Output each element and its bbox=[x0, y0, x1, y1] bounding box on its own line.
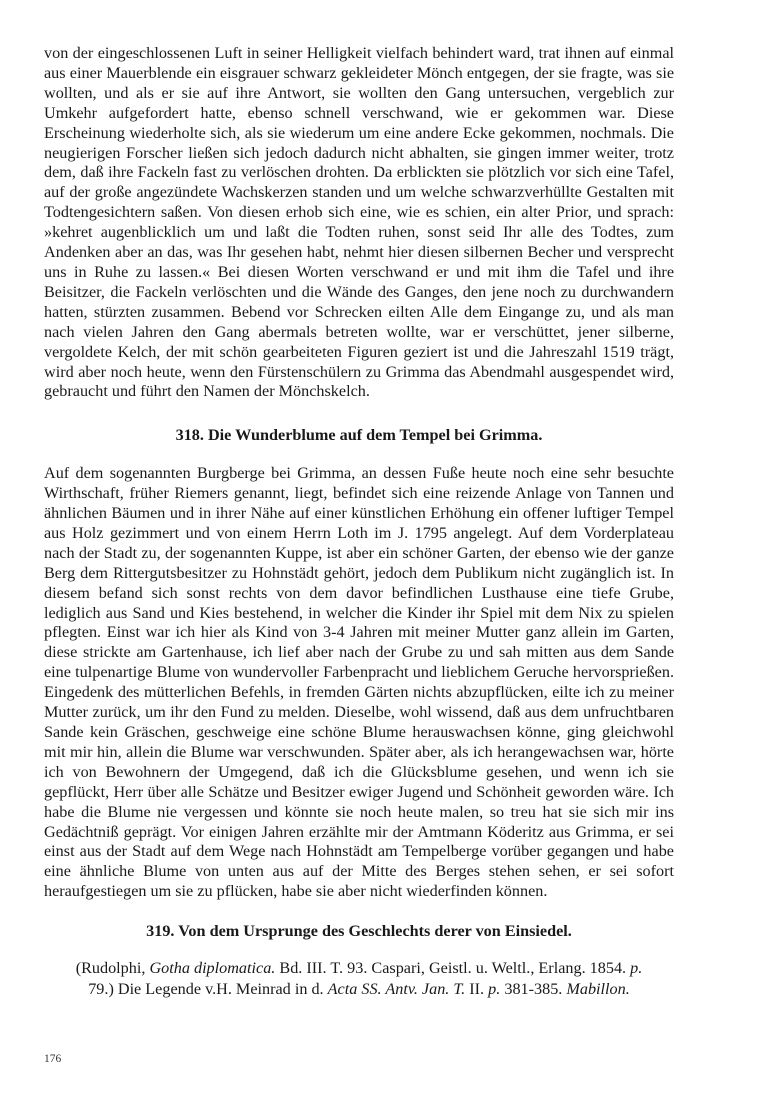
source-part: (Rudolphi, bbox=[75, 959, 150, 978]
source-italic: p. bbox=[488, 980, 501, 999]
section-319-source-note bbox=[44, 958, 674, 1000]
source-part: Bd. III. T. 93. Caspari, Geistl. u. Weltl., Erlang. 1854. bbox=[275, 959, 631, 978]
page-number: 176 bbox=[44, 1053, 62, 1065]
section-318-paragraph: Auf dem sogenannten Burgberge bei Grimma, an dessen Fuße heute noch eine sehr besuchte Wirthschaft, früher Riemers genannt, liegt, befindet sich eine reizende Anlage von Tannen und ähnlichen Bäumen und in ihrer Nähe auf einer künstlichen Erhöhung ein offener luftiger Tempel aus Holz gezimmert und von einem Herrn Loth im J. 1795 angelegt. Auf dem Vorderplateau nach der Stadt zu, der sogenannten Kuppe, ist aber ein schöner Garten, der ebenso wie der ganze Berg dem Rittergutsbesitzer zu Hohnstädt gehört, jedoch dem Publikum nicht zugänglich ist. In diesem befand sich sonst rechts von dem davor befindlichen Lusthause eine tiefe Grube, lediglich aus Sand und Kies bestehend, in welcher die Kinder ihr Spiel mit dem Nix zu spielen pflegten. Einst war ich hier als Kind von 3-4 Jahren mit meiner Mutter ganz allein im Garten, diese strickte am Gartenhause, ich lief aber nach der Grube zu und sah mitten aus dem Sande eine tulpenartige Blume von wundervoller Farbenpracht und lieblichem Geruche hervorsprießen. Eingedenk des mütterlichen Befehls, in fremden Gärten nichts abzupflücken, eilte ich zu meiner Mutter zurück, um ihr den Fund zu melden. Dieselbe, wohl wissend, daß aus dem unfruchtbaren Sande kein Gräschen, geschweige eine schöne Blume herauswachsen könne, ging gleichwohl mit mir hin, allein die Blume war verschwunden. Später aber, als ich herangewachsen war, hörte ich von Bewohnern der Umgegend, daß ich die Glücksblume gesehen, und wenn ich sie gepflückt, Herr über alle Schätze und Besitzer ewiger Jugend und Schönheit geworden wäre. Ich habe die Blume nie vergessen und könnte sie noch heute malen, so treu hat sie sich mir ins Gedächtniß geprägt. Vor einigen Jahren erzählte mir der Amtmann Köderitz aus Grimma, er sei einst aus der Stadt auf dem Wege nach Hohnstädt am Tempelberge vorüber gegangen und habe eine ähnliche Blume von unten aus auf der Mitte des Berges stehen sehen, er sei sofort heraufgestiegen um sie zu pflücken, habe sie aber nicht wiederfinden können. bbox=[44, 464, 674, 901]
source-italic: p. bbox=[630, 959, 643, 978]
source-part: 381-385. bbox=[500, 980, 567, 999]
source-italic: Acta SS. Antv. Jan. T. bbox=[327, 980, 466, 999]
source-italic: Mabillon. bbox=[566, 980, 630, 999]
section-318-title: 318. Die Wunderblume auf dem Tempel bei Grimma. bbox=[175, 426, 543, 445]
continuation-paragraph: von der eingeschlossenen Luft in seiner Helligkeit vielfach behindert ward, trat ihnen auf einmal aus einer Mauerblende ein eisgrauer schwarz gekleideter Mönch entgegen, der sie fragte, was sie wollten, und als er sie auf ihre Antwort, sie wollten den Gang untersuchen, vergeblich zur Umkehr aufgefordert hatte, ebenso schnell verschwand, wie er gekommen war. Diese Erscheinung wiederholte sich, als sie wiederum um eine andere Ecke gekommen, nochmals. Die neugierigen Forscher ließen sich jedoch dadurch nicht abhalten, sie gingen immer weiter, trotz dem, daß ihre Fackeln fast zu verlöschen drohten. Da erblickten sie plötzlich vor sich eine Tafel, auf der große angezündete Wachskerzen standen und um welche schwarzverhüllte Gestalten mit Todtengesichtern saßen. Von diesen erhob sich eine, wie es schien, ein alter Prior, und sprach: »kehret augenblicklich um und laßt die Todten ruhen, sonst seid Ihr alle des Todtes, zum Andenken aber an das, was Ihr gesehen habt, nehmt hier diesen silbernen Becher und versprecht uns in Ruhe zu lassen.« Bei diesen Worten verschwand er und mit ihm die Tafel und ihre Beisitzer, die Fackeln verlöschten und die Wände des Ganges, den jene noch zu durchwandern hatten, stürzten zusammen. Bebend vor Schrecken eilten Alle dem Eingange zu, und als man nach vielen Jahren den Gang abermals betreten wollte, war er verschüttet, jener silberne, vergoldete Kelch, der mit schön gearbeiteten Figuren geziert ist und die Jahreszahl 1519 trägt, wird aber noch heute, wenn den Fürstenschülern zu Grimma das Abendmahl ausgespendet wird, gebraucht und führt den Namen der Mönchskelch. bbox=[44, 44, 674, 401]
source-italic: Gotha diplomatica. bbox=[149, 959, 276, 978]
section-319-title: 319. Von dem Ursprunge des Geschlechts derer von Einsiedel. bbox=[146, 922, 572, 941]
source-part: 79.) Die Legende v.H. Meinrad in d. bbox=[88, 980, 328, 999]
source-part: II. bbox=[465, 980, 489, 999]
page-body bbox=[44, 44, 674, 1000]
